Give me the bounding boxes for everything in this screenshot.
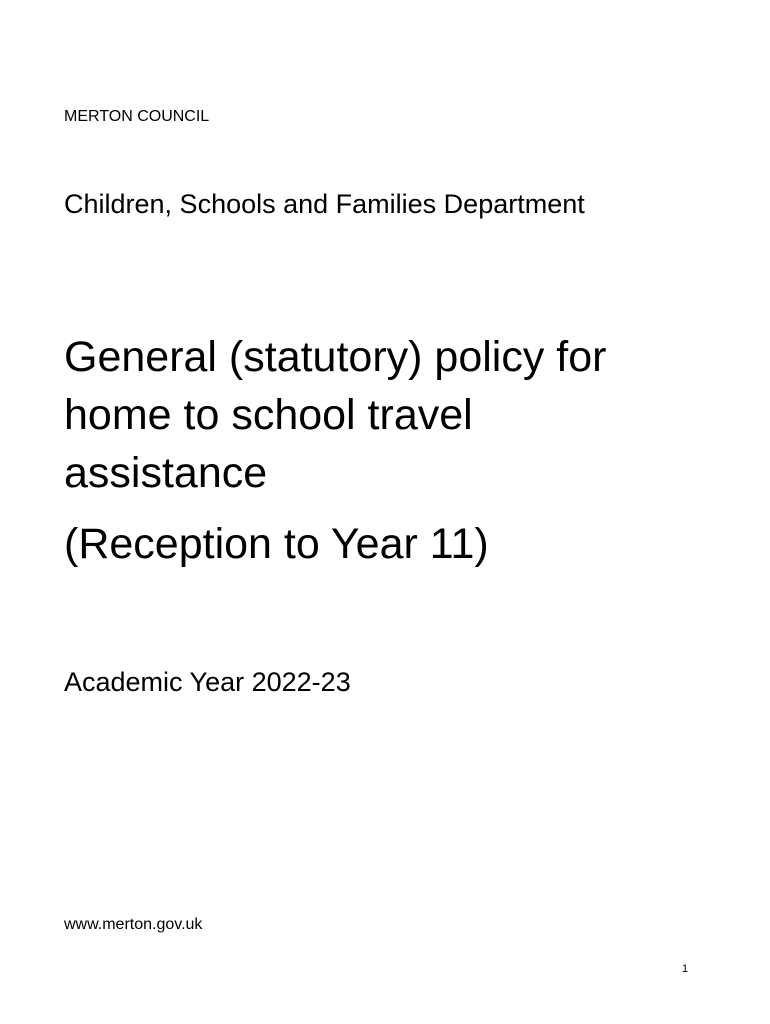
page-number: 1	[681, 963, 689, 975]
title-line-1: General (statutory) policy for	[64, 333, 607, 381]
academic-year: Academic Year 2022-23	[64, 667, 351, 697]
document-subtitle: (Reception to Year 11)	[64, 520, 489, 568]
website-url: www.merton.gov.uk	[64, 916, 203, 933]
title-line-3: assistance	[64, 449, 268, 497]
council-name: MERTON COUNCIL	[64, 108, 210, 125]
department-name: Children, Schools and Families Department	[64, 189, 585, 219]
document-title	[64, 328, 724, 502]
title-line-2: home to school travel	[64, 391, 473, 439]
